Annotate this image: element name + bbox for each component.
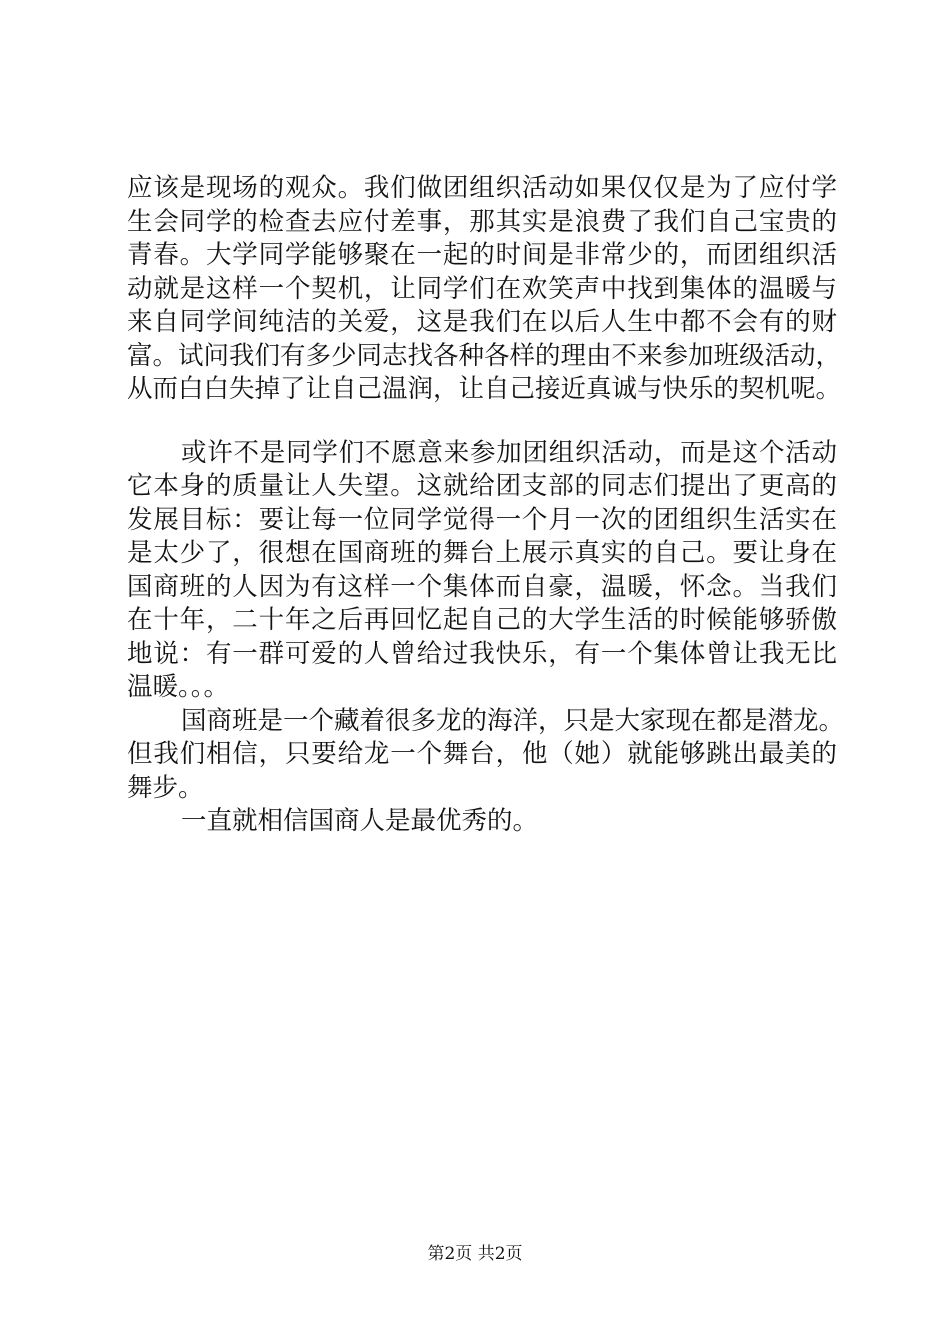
paragraph-1 <box>127 172 842 407</box>
text-line: 国商班的人因为有这样一个集体而自豪，温暖，怀念。当我们 <box>127 571 837 602</box>
text-line: 国商班是一个藏着很多龙的海洋，只是大家现在都是潜龙。 <box>181 705 845 736</box>
paragraph-4 <box>127 805 837 839</box>
text-line: 从而白白失掉了让自己温润，让自己接近真诚与快乐的契机呢。 <box>127 374 842 404</box>
text-line: 它本身的质量让人失望。这就给团支部的同志们提出了更高的 <box>127 471 837 501</box>
paragraph-2 <box>127 437 837 705</box>
text-line: 生会同学的检查去应付差事，那其实是浪费了我们自己宝贵的 <box>127 206 837 237</box>
paragraph-3 <box>127 705 845 806</box>
text-line: 或许不是同学们不愿意来参加团组织活动，而是这个活动 <box>181 437 837 468</box>
text-line: 温暖。。。 <box>127 672 230 702</box>
text-line: 应该是现场的观众。我们做团组织活动如果仅仅是为了应付学 <box>127 173 837 203</box>
text-line: 地说：有一群可爱的人曾给过我快乐，有一个集体曾让我无比 <box>127 638 837 669</box>
text-line: 在十年，二十年之后再回忆起自己的大学生活的时候能够骄傲 <box>127 605 837 635</box>
text-line: 富。试问我们有多少同志找各种各样的理由不来参加班级活动， <box>127 340 842 371</box>
text-line: 但我们相信，只要给龙一个舞台，他（她）就能够跳出最美的 <box>127 739 837 769</box>
text-line: 青春。大学同学能够聚在一起的时间是非常少的，而团组织活 <box>127 240 837 270</box>
page-number-footer: 第2页 共2页 <box>427 1244 523 1264</box>
text-line: 动就是这样一个契机，让同学们在欢笑声中找到集体的温暖与 <box>127 273 837 304</box>
text-line: 舞步。 <box>127 772 204 803</box>
document-body <box>127 172 845 839</box>
text-line: 是太少了，很想在国商班的舞台上展示真实的自己。要让身在 <box>127 538 837 568</box>
text-line: 一直就相信国商人是最优秀的。 <box>181 806 539 836</box>
text-line: 发展目标：要让每一位同学觉得一个月一次的团组织生活实在 <box>127 504 837 535</box>
text-line: 来自同学间纯洁的关爱，这是我们在以后人生中都不会有的财 <box>127 307 837 337</box>
paragraph-spacer <box>127 407 837 437</box>
